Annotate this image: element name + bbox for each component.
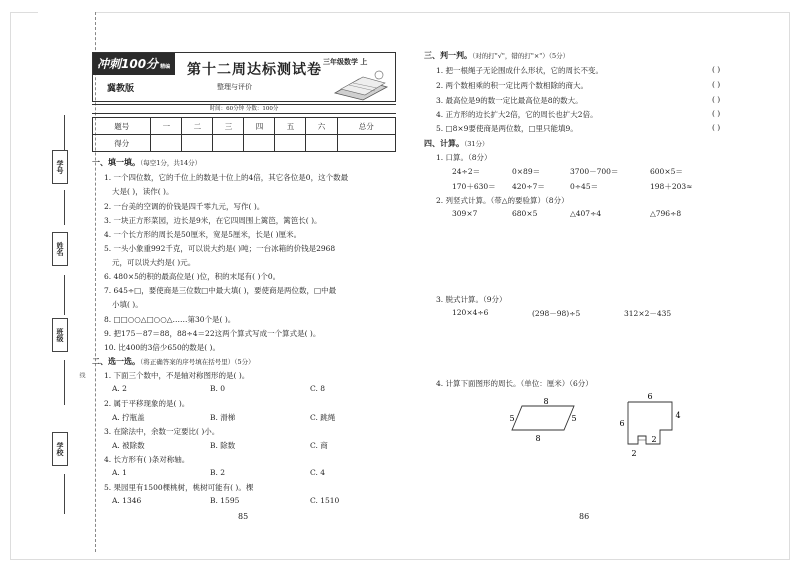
stepwise-calc-title: 3. 脱式计算。（9分） (436, 295, 507, 304)
score-input-cell[interactable] (151, 135, 182, 152)
parallelogram-left-label: 5 (509, 414, 515, 423)
choice-question-3: 3. 在除法中，余数一定要比( )小。 (104, 427, 220, 436)
score-input-cell[interactable] (244, 135, 275, 152)
choice-question-5: 5. 果园里有1500棵桃树，桃树可能有( )。棵 (104, 483, 254, 492)
choice-option[interactable]: C. 8 (310, 384, 326, 393)
score-header-cell: 五 (275, 118, 306, 135)
score-input-cell[interactable] (337, 135, 396, 152)
score-header-cell: 四 (244, 118, 275, 135)
binding-label-text: 班级 (56, 328, 65, 342)
binding-line (64, 115, 82, 155)
section-note: （对的打"√"，错的打"×"）（5分） (472, 52, 570, 60)
section-calc-title (424, 138, 489, 149)
fill-question-3: 3. 一块正方形菜园，边长是9米，在它四周围上篱笆，篱笆长( )。 (104, 216, 322, 225)
score-input-cell[interactable] (182, 135, 213, 152)
choice-option[interactable]: C. 跳绳 (310, 413, 336, 422)
grade-label: 三年级数学 上 (323, 57, 368, 66)
choice-question-4: 4. 长方形有( )条对称轴。 (104, 455, 190, 464)
fill-question-7: 7. 645÷□，要使商是三位数□中最大填( )，要使商是两位数，□中最 (104, 286, 337, 295)
binding-line (64, 360, 82, 405)
score-header-cell: 题号 (93, 118, 151, 135)
judge-answer-blank[interactable]: ( ) (712, 109, 721, 118)
oral-calc-item: 0×89＝ (512, 167, 541, 176)
score-header-cell: 六 (306, 118, 337, 135)
oral-calc-title: 1. 口算。（8分） (436, 153, 492, 162)
vertical-calc-title: 2. 列竖式计算。（带△的要验算）（8分） (436, 196, 569, 205)
section-judge-title (424, 50, 569, 61)
judge-question-3: 3. 最高位是9的数一定比最高位是8的数大。 (436, 96, 583, 105)
section-fill-in-title (92, 157, 201, 168)
binding-label-text: 学号 (56, 160, 65, 174)
score-table (92, 117, 396, 152)
fill-question-8: 8. □□○○△□○○△……第30个是( )。 (104, 315, 236, 324)
exam-subtitle: 整理与评价 (217, 83, 252, 91)
oral-calc-item: 198＋203≈ (650, 182, 693, 191)
choice-option[interactable]: A. 1346 (112, 496, 142, 505)
oral-calc-item: 3700－700＝ (570, 167, 619, 176)
binding-label-name (52, 232, 68, 266)
judge-question-1: 1. 把一根绳子无论围成什么形状，它的周长不变。 (436, 66, 604, 75)
binding-label-student-id (52, 150, 68, 184)
binding-line (64, 275, 82, 315)
stepwise-calc-item: 312×2－435 (624, 309, 672, 318)
parallelogram-bottom-label: 8 (535, 434, 541, 443)
edition-label: 冀教版 (107, 84, 135, 94)
vertical-calc-item: 309×7 (452, 209, 478, 218)
page-number-left: 85 (238, 512, 249, 521)
right-angle-mark (638, 436, 642, 440)
fill-question-2: 2. 一台美的空调的价钱是四千零九元，写作( )。 (104, 202, 265, 211)
vertical-calc-item: 680×5 (512, 209, 538, 218)
stepwise-calc-item: (298－98)÷5 (532, 309, 581, 318)
choice-option[interactable]: C. 商 (310, 441, 328, 450)
page-number-right: 86 (579, 512, 590, 521)
score-header-cell: 三 (213, 118, 244, 135)
binding-label-school (52, 432, 68, 466)
choice-option[interactable]: C. 1510 (310, 496, 340, 505)
composite-shape-outline (628, 402, 672, 444)
binding-side-mark: 线 (78, 372, 85, 378)
parallelogram-figure (508, 396, 578, 446)
oral-calc-item: 420÷7＝ (512, 182, 545, 191)
score-input-cell[interactable] (213, 135, 244, 152)
binding-label-class (52, 318, 68, 352)
shape-left-label: 6 (619, 419, 625, 428)
score-input-cell[interactable] (306, 135, 337, 152)
oral-calc-item: 600×5＝ (650, 167, 683, 176)
perimeter-title: 4. 计算下面图形的周长。（单位：厘米）（6分） (436, 379, 593, 388)
oral-calc-item: 0÷45＝ (570, 182, 599, 191)
binding-label-text: 姓名 (56, 242, 65, 256)
logo-subtext: 精编测试卷 (97, 64, 171, 95)
section-title-text: 二、选一选。 (92, 357, 140, 366)
section-title-text: 三、判一判。 (424, 51, 472, 60)
choice-question-1: 1. 下面三个数中，不是轴对称图形的是( )。 (104, 371, 250, 380)
fill-question-9: 9. 把175－87＝88，88÷4＝22这两个算式写成一个算式是( )。 (104, 329, 321, 338)
oral-calc-item: 170＋630＝ (452, 182, 496, 191)
section-title-text: 四、计算。 (424, 139, 464, 148)
header-banner (92, 52, 396, 102)
fill-question-1-cont: 大是( )，读作( )。 (112, 187, 174, 196)
right-angle-mark (642, 436, 646, 440)
books-illustration-icon (329, 67, 393, 101)
composite-shape-figure (614, 390, 690, 462)
fill-question-4: 4. 一个长方形的周长是50厘米，宽是5厘米，长是( )厘米。 (104, 230, 302, 239)
score-header-cell: 一 (151, 118, 182, 135)
judge-question-4: 4. 正方形的边长扩大2倍，它的周长也扩大2倍。 (436, 110, 598, 119)
time-score-bar: 时间：60分钟 分数：100分 (92, 104, 396, 114)
shape-top-label: 6 (647, 392, 653, 401)
score-header-cell: 二 (182, 118, 213, 135)
choice-question-2: 2. 属于平移现象的是( )。 (104, 399, 190, 408)
choice-option[interactable]: A. 拧瓶盖 (112, 413, 145, 422)
parallelogram-shape (512, 406, 577, 430)
judge-question-2: 2. 两个数相乘的积一定比两个数相除的商大。 (436, 81, 589, 90)
binding-line (64, 190, 82, 225)
choice-option[interactable]: B. 除数 (210, 441, 236, 450)
fill-question-7-cont: 小填( )。 (112, 300, 143, 309)
judge-question-5: 5. □8×9要使商是两位数，□里只能填9。 (436, 124, 578, 133)
section-note: （每空1分，共14分） (140, 159, 202, 167)
choice-option[interactable]: A. 2 (112, 384, 127, 393)
parallelogram-top-label: 8 (543, 397, 549, 406)
judge-answer-blank[interactable]: ( ) (712, 65, 721, 74)
fill-question-5-cont: 元，可以说大约是( )元。 (112, 258, 196, 267)
vertical-calc-item: △796÷8 (650, 209, 682, 218)
choice-option[interactable]: B. 2 (210, 468, 226, 477)
exam-title: 第十二周达标测试卷 (187, 62, 322, 78)
section-choice-title (92, 356, 255, 367)
score-row-label: 得分 (93, 135, 151, 152)
shape-right-label: 4 (675, 411, 681, 420)
choice-option[interactable]: B. 滑梯 (210, 413, 236, 422)
stepwise-calc-item: 120×4÷6 (452, 308, 489, 317)
choice-option[interactable]: A. 1 (112, 468, 127, 477)
vertical-calc-item: △407÷4 (570, 209, 602, 218)
binding-label-text: 学校 (56, 442, 65, 456)
score-input-cell[interactable] (275, 135, 306, 152)
choice-option[interactable]: B. 1595 (210, 496, 240, 505)
choice-option[interactable]: B. 0 (210, 384, 226, 393)
fill-question-1: 1. 一个四位数，它的千位上的数是十位上的4倍，其它各位是0，这个数最 (104, 173, 349, 182)
choice-option[interactable]: A. 被除数 (112, 441, 145, 450)
section-title-text: 一、填一填。 (92, 158, 140, 167)
fill-question-6: 6. 480×5的积的最高位是( )位，积的末尾有( )个0。 (104, 272, 281, 281)
oral-calc-item: 24÷2＝ (452, 167, 481, 176)
choice-option[interactable]: C. 4 (310, 468, 326, 477)
shape-bottom-left-label: 2 (631, 449, 637, 458)
section-note: （将正确答案的序号填在括号里）（5分） (140, 358, 255, 366)
judge-answer-blank[interactable]: ( ) (712, 95, 721, 104)
fill-question-10: 10. 比400的3倍少650的数是( )。 (104, 343, 220, 352)
parallelogram-right-label: 5 (571, 414, 577, 423)
binding-line (64, 474, 82, 514)
fill-question-5: 5. 一头小象重992千克，可以说大约是( )吨；一台冰箱的价钱是2968 (104, 244, 336, 253)
judge-answer-blank[interactable]: ( ) (712, 123, 721, 132)
section-note: （31分） (464, 140, 489, 148)
logo-text: 冲刺100分 (97, 57, 159, 71)
score-header-cell: 总分 (337, 118, 396, 135)
judge-answer-blank[interactable]: ( ) (712, 80, 721, 89)
shape-bottom-inner-label: 2 (651, 435, 657, 444)
